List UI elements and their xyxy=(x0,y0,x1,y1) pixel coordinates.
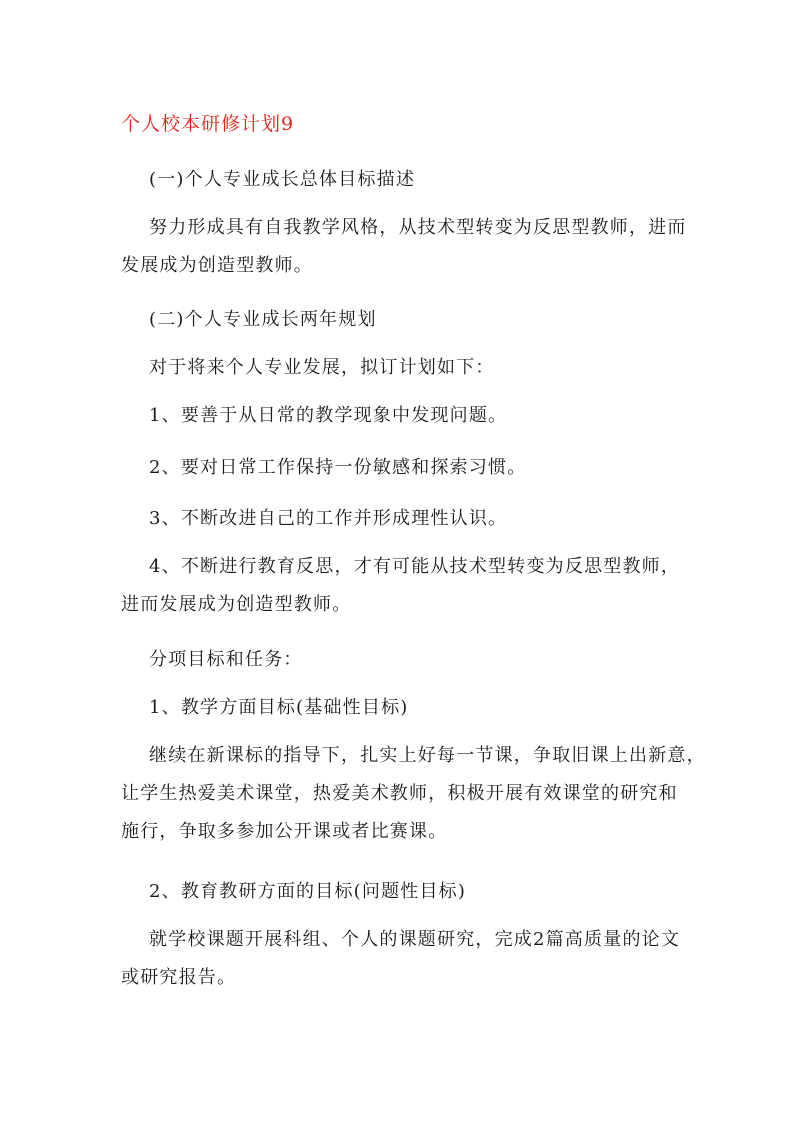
heading-subgoals xyxy=(121,641,681,679)
paragraph-line: 1、教学方面目标(基础性目标) xyxy=(149,697,409,718)
paragraph-line: 2、要对日常工作保持一份敏感和探索习惯。 xyxy=(149,457,527,478)
list-item-1 xyxy=(121,397,681,435)
heading-overall-goal xyxy=(121,161,681,199)
document-title: 个人校本研修计划9 xyxy=(121,113,295,135)
paragraph-line: 就学校课题开展科组、个人的课题研究，完成2篇高质量的论文 xyxy=(149,929,681,950)
paragraph-line: 2、教育教研方面的目标(问题性目标) xyxy=(149,881,467,902)
paragraph-line: (一)个人专业成长总体目标描述 xyxy=(149,169,416,190)
paragraph-line: 分项目标和任务： xyxy=(149,649,303,670)
paragraph-line: 施行，争取多参加公开课或者比赛课。 xyxy=(121,821,448,842)
paragraph-line: 4、不断进行教育反思，才有可能从技术型转变为反思型教师， xyxy=(149,556,681,577)
list-item-3 xyxy=(121,500,681,538)
paragraph-line: 3、不断改进自己的工作并形成理性认识。 xyxy=(149,508,508,529)
heading-teaching-goal xyxy=(121,689,681,727)
list-item-2 xyxy=(121,449,681,487)
list-item-4 xyxy=(121,548,681,624)
paragraph-line: 进而发展成为创造型教师。 xyxy=(121,594,352,615)
paragraph-line: 让学生热爱美术课堂，热爱美术教师，积极开展有效课堂的研究和 xyxy=(121,783,678,804)
paragraph-research-goal xyxy=(121,921,681,997)
heading-two-year-plan xyxy=(121,301,681,339)
paragraph-line: (二)个人专业成长两年规划 xyxy=(149,309,377,330)
paragraph-line: 1、要善于从日常的教学现象中发现问题。 xyxy=(149,405,508,426)
heading-research-goal xyxy=(121,873,681,911)
paragraph-line: 发展成为创造型教师。 xyxy=(121,255,313,276)
paragraph-line: 或研究报告。 xyxy=(121,967,237,988)
paragraph-line: 对于将来个人专业发展，拟订计划如下： xyxy=(149,357,495,378)
paragraph-goal-description xyxy=(121,209,687,285)
paragraph-teaching-goal xyxy=(121,737,706,851)
paragraph-line: 努力形成具有自我教学风格，从技术型转变为反思型教师，进而 xyxy=(149,217,687,238)
paragraph-plan-intro xyxy=(121,349,681,387)
paragraph-line: 继续在新课标的指导下，扎实上好每一节课，争取旧课上出新意， xyxy=(149,745,706,766)
